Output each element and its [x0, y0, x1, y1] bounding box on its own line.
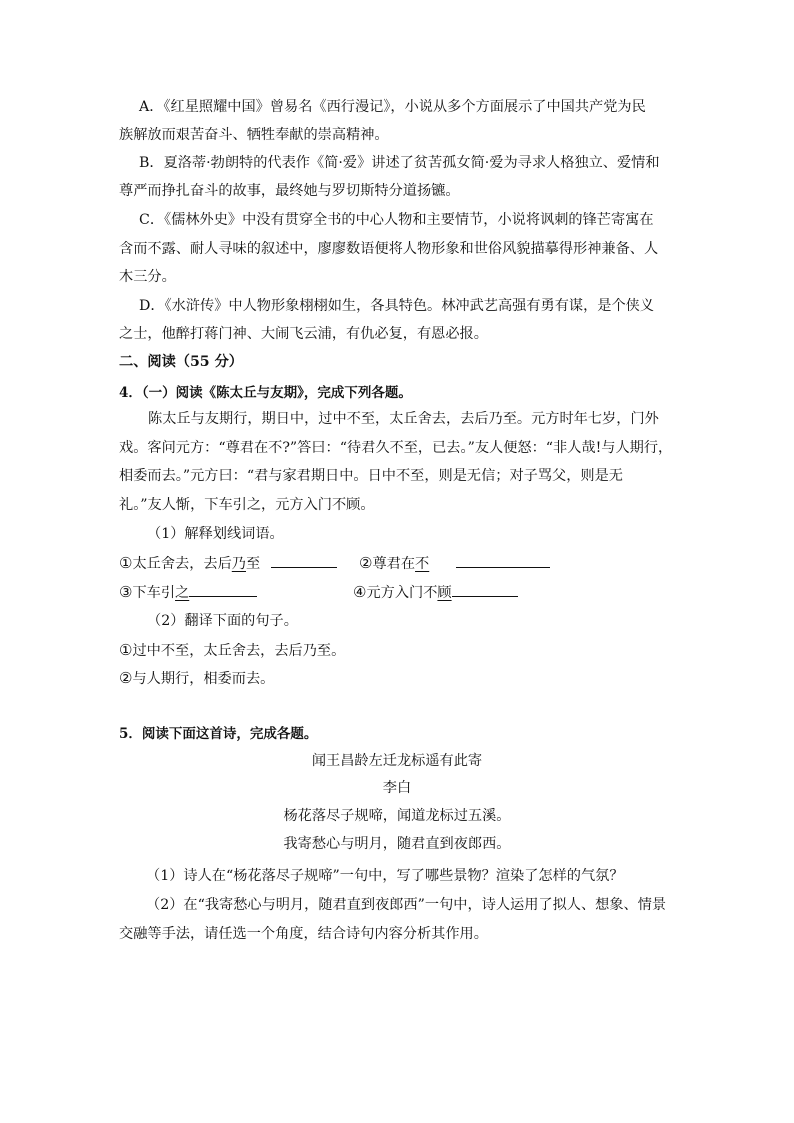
- word-context: 元方入门不: [366, 585, 438, 601]
- q5-sub-question-2-line-1: （2）在“我寄愁心与明月，随君直到夜郎西”一句中，诗人运用了拟人、想象、情景: [146, 897, 667, 913]
- option-b-line-2: 尊严而挣扎奋斗的故事，最终她与罗切斯特分道扬镳。: [119, 183, 460, 199]
- section-heading: 二、阅读（55 分）: [119, 354, 243, 370]
- translate-sentence: 与人期行，相委而去。: [132, 671, 275, 687]
- item-number: ②: [359, 554, 373, 572]
- translate-item-1: [119, 640, 345, 661]
- passage-line-2: 戏。客问元方：“尊君在不?”答曰：“待君久不至，已去。”友人便怒：“非人哉!与人期行，: [119, 440, 673, 456]
- word-context: 下车引: [132, 585, 176, 601]
- poem-line-2: 我寄愁心与明月，随君直到夜郎西。: [283, 836, 511, 852]
- passage-line-1: 陈太丘与友期行，期日中，过中不至，太丘舍去，去后乃至。元方时年七岁，门外: [148, 411, 659, 427]
- item-number: ②: [119, 669, 133, 687]
- item-number: ③: [119, 583, 133, 601]
- item-number: ①: [119, 641, 133, 659]
- option-b-line-1: B．夏洛蒂·勃朗特的代表作《简·爱》讲述了贫苦孤女简·爱为寻求人格独立、爱情和: [139, 155, 660, 171]
- translate-item-2: [119, 668, 274, 689]
- underlined-word: 顾: [437, 585, 452, 601]
- sub-question-1: （1）解释划线词语。: [147, 526, 284, 542]
- option-d-line-1: D．《水浒传》中人物形象栩栩如生，各具特色。林冲武艺高强有勇有谋，是个侠义: [139, 298, 655, 314]
- word-context: 尊君在: [372, 556, 416, 572]
- word-item-3: [119, 582, 257, 603]
- word-context: 太丘舍去，去后: [132, 556, 232, 572]
- passage-line-3: 相委而去。”元方曰：“君与家君期日中。日中不至，则是无信；对子骂父，则是无: [119, 468, 623, 484]
- q5-sub-question-2-line-2: 交融等手法，请任选一个角度，结合诗句内容分析其作用。: [119, 926, 488, 942]
- word-item-4: [353, 582, 518, 603]
- option-a-line-1: A．《红星照耀中国》曾易名《西行漫记》，小说从多个方面展示了中国共产党为民: [139, 99, 646, 115]
- translate-sentence: 过中不至，太丘舍去，去后乃至。: [132, 643, 346, 659]
- word-item-2: [359, 553, 550, 574]
- word-item-1: [119, 553, 337, 574]
- sub-question-2: （2）翻译下面的句子。: [147, 613, 298, 629]
- question-4-heading: 4．（一）阅读《陈太丘与友期》，完成下列各题。: [119, 385, 412, 401]
- poem-title: 闻王昌龄左迁龙标遥有此寄: [311, 753, 483, 769]
- item-number: ①: [119, 554, 133, 572]
- question-5-heading: 5．阅读下面这首诗，完成各题。: [119, 726, 318, 742]
- underlined-word: 不: [415, 556, 430, 572]
- poem-line-1: 杨花落尽子规啼，闻道龙标过五溪。: [283, 808, 511, 824]
- item-number: ④: [353, 583, 367, 601]
- option-d-line-2: 之士，他醉打蒋门神、大闹飞云浦，有仇必复，有恩必报。: [119, 326, 488, 342]
- word-context: 至: [245, 556, 261, 572]
- answer-blank[interactable]: [271, 553, 337, 568]
- answer-blank[interactable]: [189, 582, 257, 597]
- option-a-line-2: 族解放而艰苦奋斗、牺牲奉献的崇高精神。: [119, 127, 389, 143]
- answer-blank[interactable]: [452, 582, 518, 597]
- option-c-line-3: 木三分。: [119, 269, 176, 285]
- underlined-word: 之: [175, 585, 190, 601]
- option-c-line-1: C．《儒林外史》中没有贯穿全书的中心人物和主要情节，小说将讽刺的锋芒寄寓在: [139, 212, 654, 228]
- answer-blank[interactable]: [456, 553, 550, 568]
- option-c-line-2: 含而不露、耐人寻味的叙述中，廖廖数语便将人物形象和世俗风貌描摹得形神兼备、人: [119, 241, 659, 257]
- underlined-word: 乃: [231, 556, 246, 572]
- q5-sub-question-1: （1）诗人在“杨花落尽子规啼”一句中，写了哪些景物？渲染了怎样的气氛？: [146, 868, 624, 884]
- poem-author: 李白: [382, 780, 412, 796]
- passage-line-4: 礼。”友人惭，下车引之，元方入门不顾。: [119, 497, 375, 513]
